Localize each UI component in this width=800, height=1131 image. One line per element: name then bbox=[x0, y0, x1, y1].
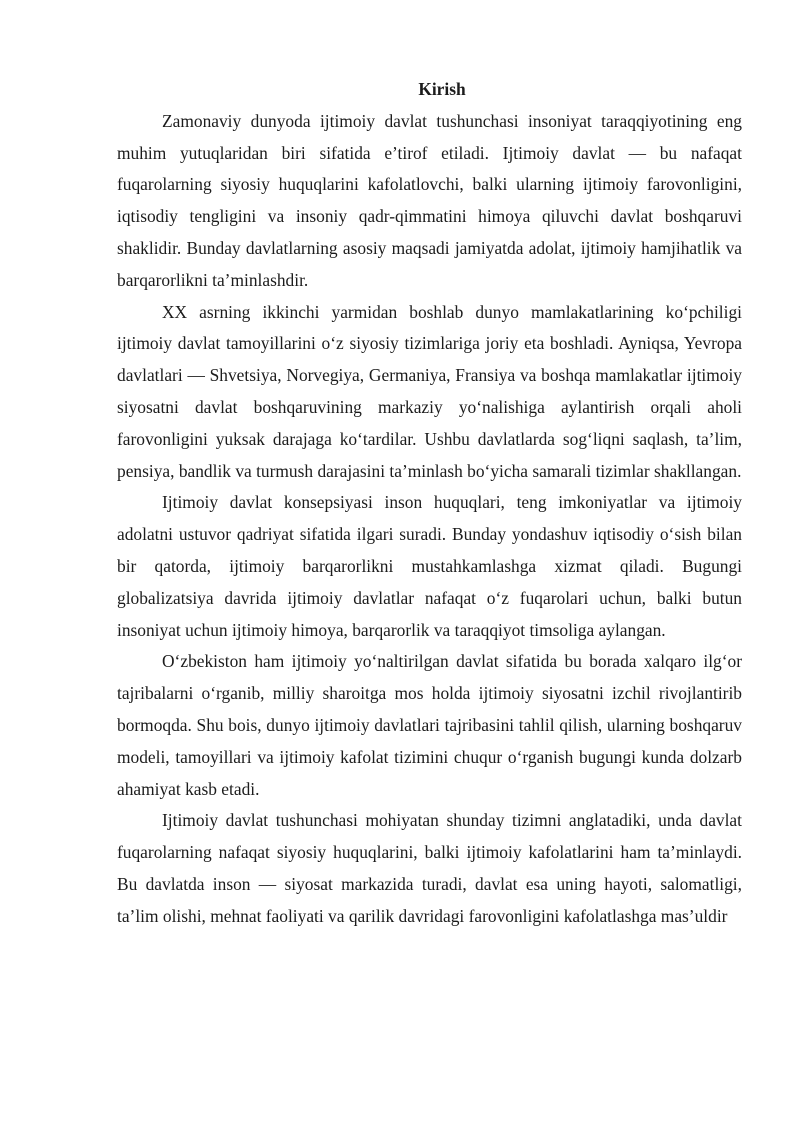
paragraph-2: XX asrning ikkinchi yarmidan boshlab dunyo mamlakatlarining ko‘pchiligi ijtimoiy davlat tamoyillarini o‘z siyosiy tizimlariga joriy eta boshladi. Ayniqsa, Yevropa davlatlari — Shvetsiya, Norvegiya, Germaniya, Fransiya va boshqa mamlakatlar ijtimoiy siyosatni davlat boshqaruvining markaziy yo‘nalishiga aylantirish orqali aholi farovonligini yuksak darajaga ko‘tardilar. Ushbu davlatlarda sog‘liqni saqlash, ta’lim, pensiya, bandlik va turmush darajasini ta’minlash bo‘yicha samarali tizimlar shakllangan. bbox=[117, 301, 742, 481]
paragraph-4: O‘zbekiston ham ijtimoiy yo‘naltirilgan davlat sifatida bu borada xalqaro ilg‘or tajribalarni o‘rganib, milliy sharoitga mos holda ijtimoiy siyosatni izchil rivojlantirib bormoqda. Shu bois, dunyo ijtimoiy davlatlari tajribasini tahlil qilish, ularning boshqaruv modeli, tamoyillari va ijtimoiy kafolat tizimini chuqur o‘rganish bugungi kunda dolzarb ahamiyat kasb etadi. bbox=[117, 651, 742, 799]
document-title: Kirish bbox=[418, 79, 466, 99]
paragraph-1: Zamonaviy dunyoda ijtimoiy davlat tushunchasi insoniyat taraqqiyotining eng muhim yutuqlaridan biri sifatida e’tirof etiladi. Ijtimoiy davlat — bu nafaqat fuqarolarning siyosiy huquqlarini kafolatlovchi, balki ularning ijtimoiy farovonligini, iqtisodiy tengligini va insoniy qadr-qimmatini himoya qiluvchi davlat boshqaruvi shaklidir. Bunday davlatlarning asosiy maqsadi jamiyatda adolat, ijtimoiy hamjihatlik va barqarorlikni ta’minlashdir. bbox=[117, 110, 742, 290]
paragraph-3: Ijtimoiy davlat konsepsiyasi inson huquqlari, teng imkoniyatlar va ijtimoiy adolatni ustuvor qadriyat sifatida ilgari suradi. Bunday yondashuv iqtisodiy o‘sish bilan bir qatorda, ijtimoiy barqarorlikni mustahkamlashga xizmat qiladi. Bugungi globalizatsiya davrida ijtimoiy davlatlar nafaqat o‘z fuqarolari uchun, balki butun insoniyat uchun ijtimoiy himoya, barqarorlik va taraqqiyot timsoliga aylangan. bbox=[117, 492, 742, 640]
document-body bbox=[117, 74, 742, 933]
paragraph-5: Ijtimoiy davlat tushunchasi mohiyatan shunday tizimni anglatadiki, unda davlat fuqarolarning nafaqat siyosiy huquqlarini, balki ijtimoiy kafolatlarini ham ta’minlaydi. Bu davlatda inson — siyosat markazida turadi, davlat esa uning hayoti, salomatligi, ta’lim olishi, mehnat faoliyati va qarilik davridagi farovonligini kafolatlashga mas’uldir bbox=[117, 810, 742, 926]
